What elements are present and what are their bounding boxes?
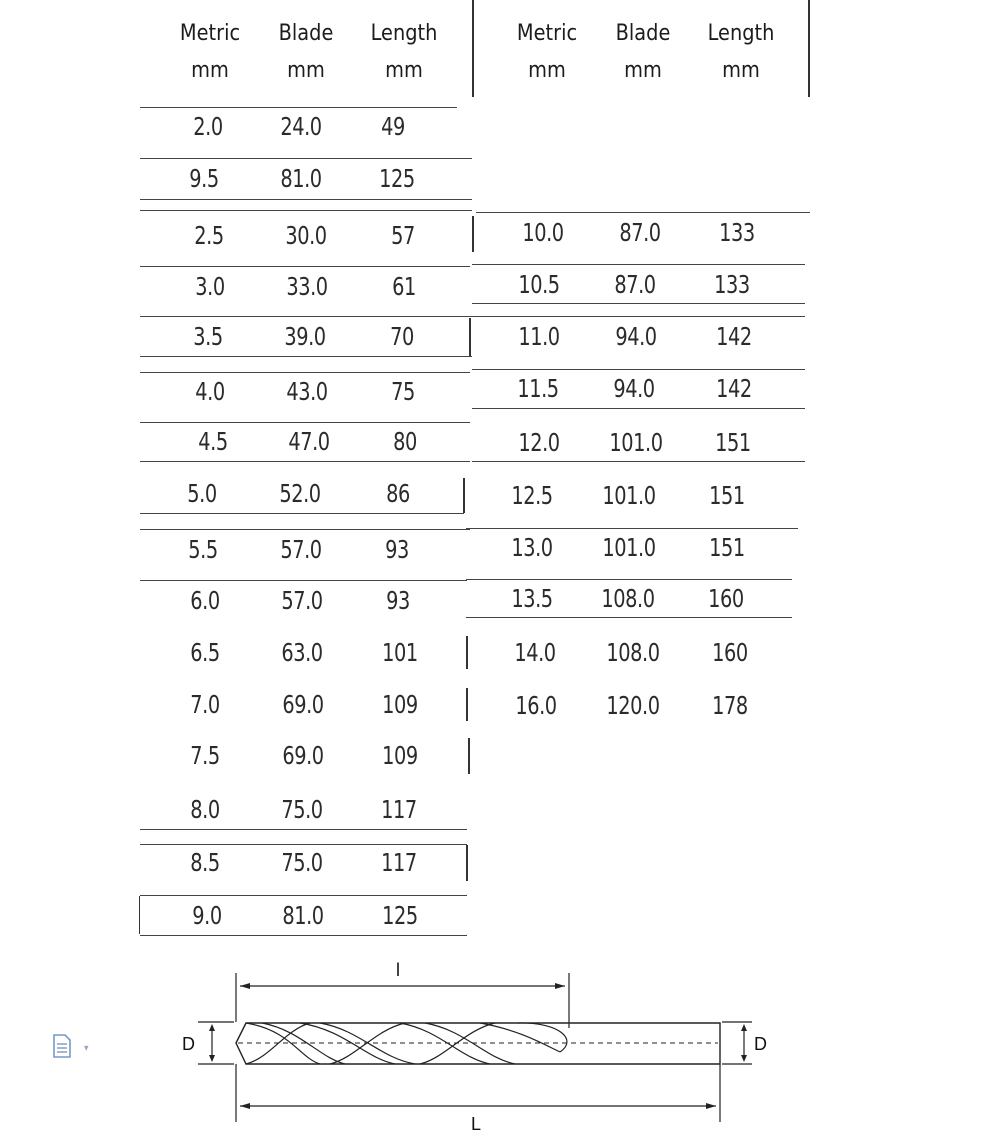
left-cell-metric: 3.0 [195,272,225,301]
left-cell-length: 49 [381,112,405,141]
right-cell-blade: 94.0 [615,322,657,351]
right-cell-metric: 13.0 [511,533,553,562]
left-cell-blade: 57.0 [280,535,322,564]
left-cell-blade: 57.0 [281,586,323,615]
left-cell-length: 101 [382,638,418,667]
right-cell-metric: 10.5 [518,270,560,299]
left-cell-blade: 30.0 [285,221,327,250]
left-cell-blade: 47.0 [288,427,330,456]
right-cell-length: 178 [712,691,748,720]
left-cell-length: 80 [393,427,417,456]
right-cell-length: 151 [709,481,745,510]
header-label: Metric [179,21,241,46]
left-cell-blade: 69.0 [282,741,324,770]
left-cell-blade: 75.0 [281,795,323,824]
right-cell-blade: 108.0 [606,638,660,667]
left-cell-metric: 6.0 [190,586,220,615]
header-label: Metric [516,21,578,46]
left-cell-metric: 8.5 [190,848,220,877]
right-cell-metric: 14.0 [514,638,556,667]
left-cell-length: 117 [381,795,417,824]
left-cell-metric: 5.5 [188,535,218,564]
left-cell-length: 125 [382,901,418,930]
chevron-down-icon[interactable]: ▾ [84,1043,89,1054]
left-cell-metric: 7.0 [190,690,220,719]
left-cell-length: 125 [379,164,415,193]
left-cell-blade: 63.0 [281,638,323,667]
right-cell-blade: 108.0 [601,584,655,613]
right-cell-length: 142 [716,374,752,403]
right-cell-length: 142 [716,322,752,351]
left-cell-metric: 4.0 [195,377,225,406]
right-cell-metric: 12.0 [518,428,560,457]
right-cell-length: 133 [714,270,750,299]
left-cell-blade: 24.0 [280,112,322,141]
diameter-label-left: D [182,1034,195,1054]
document-icon[interactable] [52,1034,72,1058]
right-cell-length: 151 [715,428,751,457]
left-cell-metric: 7.5 [190,741,220,770]
left-cell-blade: 81.0 [280,164,322,193]
right-cell-metric: 11.5 [517,374,559,403]
right-cell-metric: 11.0 [518,322,560,351]
left-cell-length: 117 [381,848,417,877]
left-cell-length: 86 [386,479,410,508]
left-cell-metric: 8.0 [190,795,220,824]
left-cell-length: 109 [382,690,418,719]
left-cell-length: 75 [391,377,415,406]
right-cell-blade: 101.0 [602,481,656,510]
right-cell-metric: 16.0 [515,691,557,720]
header-unit: mm [722,58,760,83]
left-cell-length: 109 [382,741,418,770]
left-cell-length: 93 [385,535,409,564]
left-cell-blade: 43.0 [286,377,328,406]
header-unit: mm [385,58,423,83]
right-cell-metric: 12.5 [511,481,553,510]
left-cell-length: 57 [391,221,415,250]
left-cell-metric: 2.5 [194,221,224,250]
left-cell-metric: 9.5 [189,164,219,193]
header-label: Blade [615,21,671,46]
header-unit: mm [624,58,662,83]
right-cell-metric: 10.0 [522,218,564,247]
right-cell-blade: 94.0 [613,374,655,403]
right-cell-blade: 120.0 [606,691,660,720]
left-cell-metric: 2.0 [193,112,223,141]
left-cell-blade: 52.0 [279,479,321,508]
left-cell-metric: 6.5 [190,638,220,667]
left-cell-blade: 81.0 [282,901,324,930]
right-cell-length: 160 [708,584,744,613]
left-cell-blade: 33.0 [286,272,328,301]
left-cell-blade: 69.0 [282,690,324,719]
left-cell-metric: 3.5 [193,322,223,351]
header-unit: mm [287,58,325,83]
header-unit: mm [191,58,229,83]
right-cell-blade: 87.0 [619,218,661,247]
right-cell-length: 133 [719,218,755,247]
left-cell-length: 70 [390,322,414,351]
right-cell-length: 160 [712,638,748,667]
left-cell-metric: 5.0 [187,479,217,508]
left-cell-blade: 39.0 [284,322,326,351]
header-unit: mm [528,58,566,83]
left-cell-metric: 4.5 [198,427,228,456]
right-cell-blade: 101.0 [609,428,663,457]
left-cell-length: 61 [392,272,416,301]
right-cell-blade: 101.0 [602,533,656,562]
left-cell-length: 93 [386,586,410,615]
total-length-label: L [471,1114,482,1134]
header-label: Length [370,21,438,46]
header-label: Length [707,21,775,46]
left-cell-blade: 75.0 [281,848,323,877]
right-cell-metric: 13.5 [511,584,553,613]
diameter-label-right: D [754,1034,767,1054]
right-cell-length: 151 [709,533,745,562]
blade-length-label: l [396,960,400,980]
left-cell-metric: 9.0 [192,901,222,930]
right-cell-blade: 87.0 [614,270,656,299]
header-label: Blade [278,21,334,46]
